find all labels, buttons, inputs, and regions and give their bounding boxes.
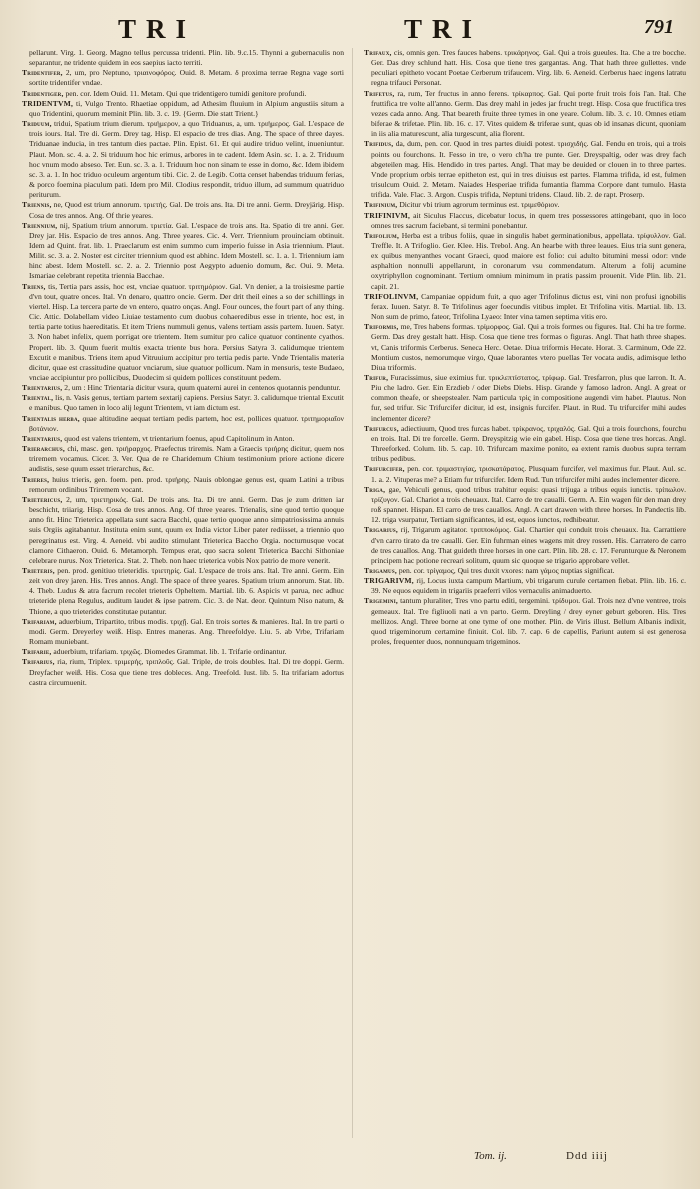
- entry-lemma: Trifetus,: [364, 88, 395, 98]
- dictionary-entry: [22, 475, 344, 495]
- dictionary-entry: [364, 464, 686, 484]
- dictionary-entry: [364, 566, 686, 576]
- entry-lemma: Triformis,: [364, 322, 399, 332]
- page-number: 791: [644, 16, 674, 38]
- entry-text: tantum pluraliter, Tres vno partu editi, tergemini. τρίδυμοι. Gal. Trois nez d'vne ventree, trois gemeaux. Ital. Tre figliuoli nati a vn parto. Germ. Dreyling / drey eyner geburt geboren. His. Tres mellizos. Angl. Three borne at one tyme of one mother. Plin. de Viris illust. Bellum Albanis indixit, quod trigeminorum certamine finiuit. Col. lib. 7. cap. 6 de capellis, Pariunt autem si est generosa proles, frequenter duos, nonnunquam trigeminos.: [371, 596, 686, 647]
- entry-lemma: Trierarchus,: [22, 444, 65, 454]
- entry-lemma: Trientarius,: [22, 383, 63, 393]
- dictionary-entry: [22, 200, 344, 220]
- entry-text: gae, Vehiculi genus, quod tribus trahitur equis: quasi trijuga a tribus equis iunctis. τρίπωλον. τρίζυγον. Gal. Chariot a trois cheuaux. Ital. Carro de tre caualli. Germ. A. Ein wagen für den man drey roß spannet. Hispan. El carro de tres cauallos. Angl. A cart drawen with three horses. In Pandectis lib. 12. triga vsurpatur, Tertiam significantes, id est, equos iunctos, redhibeatur.: [371, 484, 686, 525]
- dictionary-entry: [22, 566, 344, 617]
- dictionary-entry: [22, 393, 344, 413]
- entry-lemma: Trieres,: [22, 474, 50, 484]
- entry-lemma: TRIDENTVM,: [22, 98, 74, 108]
- entry-text: pen. prod. genitiuo trieteridis. τριετηρίς. Gal. L'espace de trois ans. Ital. Tre anni. Germ. Ein zeit von drey jaren. His. Tres annos. Angl. The space of three yeares. Spatium trium annorum. Stat. lib. 4. Theb. Ludus & atra facrum recolet trieteris Opheltem. Martial. lib. 6. Aspicis vt parua, nec adhuc trieteride plena Regulus, auditum laudet & ipse patrem. Cic. 3. de Nat. deor. Quintum Niso natum, & Thione, a quo trieterides constitutae putantur.: [29, 565, 344, 616]
- entry-text: ne, Quod est trium annorum. τριετής. Gal. De trois ans. Ita. Di tre anni. Germ. Dreyjärig. Hisp. Cosa de tres annos. Ang. Of thrie yeares.: [29, 200, 344, 220]
- dictionary-entry: [364, 89, 686, 140]
- dictionary-entry: [364, 139, 686, 200]
- entry-text: tridui, Spatium trium dierum. τριήμερον, a quo Triduanus, a, um. τριήμερος. Gal. L'espace de trois iours. Ital. Tre di. Germ. Drey tag. Hisp. El espacio de tres dias. Ang. The space of three dayes. Triduanae inducia, in tres tantum dies pactae. Plin. Epist. 61. Et qui audire triduo velint, inueniuntur. Plaut. Mon. sc. 4. a. 2. Si triduum hoc hic erimus, arbores in te cadent. Idem Asin. sc. 1. a. 2. Triduum hoc vnum modo abseso. Ter. Eun. sc. 3. a. 1. Triduum hoc non sinam te esse in domo, &c. Idem ibidem sc. 3. a. 1. In hoc triduo oculeum argentum tibi. Cic. 2. de Legib. Cotta censet habendas triduum ferias, & porco foemina piaculum pati. Idem pro Mil. Clodius respondit, triduo illum, ad summum quatriduo periturum.: [29, 119, 344, 200]
- entry-text: Herba est a tribus foliis, quae in singulis habet germinationibus, appellata. τρίφυλλον. Gal. Treffle. It. A Trifoglio. Ger. Klee. His. Trebol. Ang. An hearbe with three leaues. Eius tria sunt genera, ex quibus menyanthes vocant Graeci, quod maiore est folio: cui adulto bitumini messi odor: vnde asphaltion nonnulli appellarunt, in coronarum vsu commendatum. Alterum a folij acumine oxytriphyllon cognominant. Tertium omnium minimum in pratis passim prouenit. Vide Plin. lib. 21. capit. 21.: [371, 230, 686, 291]
- right-column: [364, 48, 686, 1140]
- entry-text: chi, masc. gen. τριήραρχος. Praefectus triremis. Nam a Graecis τριήρης dicitur, quem nos triremem vocamus. Cicer. 3. Ver. Qua de re Charidemum Chium testimonium priore actione dicere audistis, sese quum esset trierarchus, &c.: [29, 444, 344, 474]
- entry-lemma: Trietericus,: [22, 494, 63, 504]
- entry-text: ait Siculus Flaccus, dicebatur locus, in quem tres possessores attingebant, quo in loco omnes tres sacrum faciebant, si termini ponebantur.: [371, 210, 686, 230]
- entry-text: 2, um : Hinc Trientaria dicitur vsura, quum quaterni aurei in centenos quotannis penduntur.: [64, 383, 341, 393]
- running-head-left: TRI: [118, 14, 197, 44]
- dictionary-entry: [22, 657, 344, 687]
- entry-text: ria, rium, Triplex. τριμερής, τριπλοῦς. Gal. Triple, de trois doubles. Ital. Di tre doppi. Germ. Dreyfacher weiß. His. Cosa que tiene tres dobleces. Ang. Treefold. Iust. lib. 5. Ita trifariam adortus castra circumuenit.: [29, 657, 344, 687]
- dictionary-entry: [22, 282, 344, 384]
- entry-text: me, Tres habens formas. τρίμορφος. Gal. Qui a trois formes ou figures. Ital. Chi ha tre forme. Germ. Das drey gestalt hatt. Hisp. Cosa que tiene tres formas o figuras. Angl. That hath three shapes. vt, Canis triformis Cerberus. Seneca Herc. Oetae. Diua triformis Hecate. Horat. 3. Carminum, Ode 22. Montium custos, nemorumque virgo, Quae laborantes vtero puellas Ter vocata audis, adimisque letho Diua triformis.: [371, 322, 686, 372]
- dictionary-entry: [364, 596, 686, 647]
- entry-text: tis, Tertia pars assis, hoc est, vnciae quatuor. τριτημόριον. Gal. Vn denier, a la troisiesme partie d'vn tout, quatre onces. Ital. Vn denaro, quattro oncie. Germ. Der drit theil eines a so der schillings in viertel. Hisp. La tercera parte de vn entero, quatro onças. Angl. Four ounces, the fourt part of any thing. Cic. Attic. Dolabellam video Liuiae testamento cum duobus cohaeredibus esse in triente, hoc est, in tertia parte totius haereditatis. Et item Triens nummuli genus, valens tertiam assis partem. Iuuen. Satyr. 3. Non habet infelix, quem porrigat ore trientem. Item sumitur pro calice quatuor continente cyathos. Propert. lib. 3. Quum fuerit multis exacta triente bus hora. Persius Satyra 3. calidumque trientem Excutit e manibus. Triens item apud Vitruuium accipitur pro tertia pedis parte. Vnde Trientalis materia dicitur, quae est crassitudine quatuor vnciarum, siue quatuor pollicum. Nam in mensuris, teste Budaeo, vnciae accipiuntur pro pollicibus, Duodecim si quidem pollices constituunt pedem.: [29, 281, 344, 382]
- entry-text: aduerbium, trifariam. τριχῶς. Diomedes Grammat. lib. 1. Trifarie ordinantur.: [53, 647, 287, 657]
- entry-lemma: Trifaux,: [364, 48, 392, 57]
- dictionary-entry: [364, 322, 686, 373]
- entry-text: Furacissimus, siue eximius fur. τρικλεπτίστατος, τρίφωρ. Gal. Tresfarron, plus que larron. It. A. Piu che ladro. Ger. Ein Erzdieb / oder Diebs Diebs. Hisp. Grande y famoso ladron. Angl. A great or common theafe, or sheepstealer. Nam particula τρὶς in compositione augendi vim habet. Plautus. Non fur, sed trifur. Sic Trifurcifer dicitur, id est, insignis furcifer. Plaut. in Rud. Tu trifurcifer mihi audes inclementer dicere?: [371, 373, 686, 423]
- entry-text: quae altitudine aequat tertiam pedis partem, hoc est, pollices quatuor. τριτημοριαῖον βοτάνιον.: [29, 413, 344, 433]
- entry-lemma: Trifurcus,: [364, 423, 399, 433]
- column-divider: [352, 48, 353, 1138]
- entry-text: huius trieris, gen. foem. pen. prod. τριήρης. Nauis oblongae genus est, quam Latini a tribus remorum ordinibus Triremem vocant.: [29, 474, 344, 494]
- entry-lemma: Trientalis herba,: [22, 413, 80, 423]
- entry-lemma: Triduum,: [22, 119, 52, 129]
- dictionary-entry: [22, 68, 344, 88]
- dictionary-entry: [364, 292, 686, 322]
- entry-lemma: TRIGARIVM,: [364, 576, 414, 586]
- entry-text: Dicitur vbi trium agrorum terminus est. τριμεθόριον.: [399, 200, 560, 210]
- entry-text: 2, um, τριετηρικός. Gal. De trois ans. Ita. Di tre anni. Germ. Das je zum dritten iar beschicht, triiarig. Hisp. Cosa de tres annos. Ang. Of three yeares. Trienalis, sine quod tertio quoque anno fit. Hinc Trieterica appellata sunt sacra Bacchi, quae tertio quoque anno simpatriosissima annuis suis Orgiis agitabantur. Instituta enim sunt, quum ex India victor Liber pater rediisset, a triennio quo peregrinatus est. Virg. 4. Aeneid. vbi audito stimulant Trieterica Baccho Orgia. nocturnusque vocat clamore Cithaeron. Ouid. 6. Metamorph. Tempus erat, quo sacra solent Trieterica Bacchi Sithoniae celebrare nurus. Nox Trieterica. Stat. 2. Theb. non haec trieterica vobis Nox patrio de more venerit.: [29, 494, 344, 565]
- dictionary-entry: [22, 617, 344, 647]
- entry-lemma: Trifinium,: [364, 200, 398, 210]
- entry-text: rij, Trigarum agitator. τριπποκόμος. Gal. Chartier qui conduit trois cheuaux. Ita. Carrattiere d'vn carro tirato da tre caualli. Ger. Ein fuhrman eines wagens mit drey rossen. His. Carratero de carro de tres cauallos. Ang. That guideth three horses in one cart. Plin. lib. 28. c. 17. Ferunturque & Neronem principem hac potione recreari solitum, quum sic quoque se trigario approbare vellet.: [371, 525, 686, 565]
- entry-text: ti, Vulgo Trento. Rhaetiae oppidum, ad Athesim fluuium in Alpium angustiis situm a quo Tridentini, quorum meminit Plin. lib. 3. c. 19. {Germ. Die statt Trient.}: [29, 98, 344, 118]
- entry-lemma: Tridentiger,: [22, 88, 64, 98]
- entry-text: pen. cor. Idem Ouid. 11. Metam. Qui que tridentigero tumidi genitore profundi.: [65, 88, 307, 98]
- entry-text: aduerbium, Tripartito, tribus modis. τριχῇ. Gal. En trois sortes & manieres. Ital. In tre parti o modi. Germ. Dreyerley weiß. Hisp. Entres maneras. Ang. Threefoldye. Liu. 5. ab Vrbe, Trifariam Romam muniebant.: [29, 616, 344, 647]
- dictionary-entry: [22, 647, 344, 657]
- entry-lemma: Trigarius,: [364, 525, 398, 535]
- entry-text: pen. cor. τρίγαμος, Qui tres duxit vxores: nam γάμος nuptias significat.: [398, 565, 615, 575]
- entry-text: pen. cor. τριμαστιγίας, τρισκατάρατος. Plusquam furcifer, vel maximus fur. Plaut. Aul. sc. 1. a. 2. Vituperas me? a Etiam fur trifurcifer. Idem Rud. Tun trifurcifer mihi audes inclementer dicere.: [371, 464, 686, 484]
- dictionary-entry: [22, 48, 344, 68]
- dictionary-entry: [22, 383, 344, 393]
- entry-lemma: Trientarius,: [22, 433, 63, 443]
- entry-lemma: Triennium,: [22, 220, 58, 230]
- entry-lemma: Trigemini,: [364, 596, 398, 606]
- left-column: [22, 48, 344, 1140]
- dictionary-entry: [22, 89, 344, 99]
- dictionary-entry: [22, 444, 344, 474]
- dictionary-entry: [364, 200, 686, 210]
- dictionary-entry: [364, 231, 686, 292]
- entry-text: pellarunt. Virg. 1. Georg. Magno tellus percussa tridenti. Plin. lib. 9.c.15. Thynni a gubernaculis non separantur, ne tridente quidem in eos saepius iacto territi.: [29, 48, 344, 68]
- running-head-right: TRI: [404, 14, 483, 44]
- footer-signature: Ddd iiij: [566, 1150, 608, 1162]
- entry-lemma: Trifolium,: [364, 230, 400, 240]
- dictionary-entry: [22, 434, 344, 444]
- dictionary-entry: [364, 424, 686, 465]
- entry-text: cis, omnis gen. Tres fauces habens. τρικάρηνος. Gal. Qui a trois gueules. Ita. Che a tre bocche. Ger. Das drey schlund hatt. His. Cosa que tiene tres gargantas. Ang. That hath three gullettes. vnde peculiari epitheto vocant Poetae Cerberum trifaucem. Virg. lib. 6. Aeneid. Cerberus haec ingens latratu regna trifauci Personat.: [371, 48, 686, 88]
- entry-text: ra, rum, Ter fructus in anno ferens. τρίκαρπος. Gal. Qui porte fruit trois fois l'an. Ital. Che fruttifica tre volte all'anno. Germ. Das drey mahl in jedes jar frucht tregt. Hisp. Cosa que fructifica tres vezes cada anno. Ang. That beareth fruite three tymes in one yeare. Colum. lib. 3. c. 10. Omnes etiam biferae & trifetae. Plin. lib. 16. c. 17. Vites quidem & triferae sunt, quas ob id insanas dicunt, quoniam in iis alia maturescunt, alia turgescunt, alia florent.: [371, 88, 686, 139]
- entry-text: da, dum, pen. cor. Quod in tres partes diuidi potest. τρισχιδής. Gal. Fendu en trois, qui a trois points ou fourchons. It. Fesso in tre, o vero ch'ha tre punte. Ger. Dreyspaltig, oder was drey fach abgeteilen mag. His. Hendido in tres partes. Angl. That may be deuided or clouen in to three partes. Vnde proprium orbis terrae epitheton est, qui in tres diuisus est partes. Flamma trifida, id est, fulmen trisulcum Ouid. 2. Metam. Naiades Hesperiae trifida fumantia flamma Corpore dant tumulo. Hasta trifida. Vale. Flac. 3. Argon. Cuspis trifida, Neptuni tridens. Claud. lib. 2. de rapt. Proserp.: [371, 139, 686, 200]
- entry-text: Campaniae oppidum fuit, a quo ager Trifolinus dictus est, vini non profusi ignobilis ferax. Iuuen. Satyr. 8. Te Trifolinus ager foecundis vitibus implet. Et Trifolina vitis. Martial. lib. 13. Non sum de primo, fateor, Trifolina Lyaeo: Inter vina tamen septima vitis ero.: [371, 291, 686, 322]
- entry-text: lis, n. Vasis genus, tertiam partem sextarij capiens. Persius Satyr. 3. calidumque triental Excutit e manibus. Quo tamen in loco alij legunt Trientem, vt iam dictum est.: [29, 393, 344, 413]
- entry-lemma: Trifidus,: [364, 139, 394, 149]
- entry-lemma: Trigamus,: [364, 565, 397, 575]
- entry-text: rij, Locus iuxta campum Martium, vbi trigarum curule certamen fiebat. Plin. lib. 16. c. 39. Ne equos equidem in trigariis praeferri vilos vernaculis animaduerto.: [371, 576, 686, 596]
- entry-lemma: Tridentifer,: [22, 68, 63, 78]
- footer-tome: Tom. ij.: [474, 1150, 507, 1162]
- entry-lemma: Triental,: [22, 393, 54, 403]
- dictionary-entry: [22, 221, 344, 282]
- entry-lemma: Triennis,: [22, 200, 52, 210]
- dictionary-entry: [364, 373, 686, 424]
- entry-lemma: TRIFOLINVM,: [364, 291, 419, 301]
- entry-text: nij, Spatium trium annorum. τριετία. Gal. L'espace de trois ans. Ita. Spatio di tre anni. Ger. Drey jar. His. Espacio de tres annos. Ang. Three yeares. Cic. 4. Verr. Triennium prouinciam obtinuit. Idem ad Quint. frat. lib. 1. Praeclarum est enim summo cum imperio fuisse in Asia triennium. Plaut. Milit. sc. 3. a. 2. Noster est circiter triennium quod est abhinc. Idem Mostell. sc. 1. a. 1. Triennium iam hinc abest. Idem Mostell. sc. 2. a. 2. Triennio post Aegypto aduenio domum, &c. Oui. 9. Meta. Ismariae celebrant repetita triennia Bacchae.: [29, 220, 344, 281]
- dictionary-entry: [364, 485, 686, 526]
- dictionary-entry: [22, 495, 344, 566]
- dictionary-entry: [22, 99, 344, 119]
- entry-text: 2, um, pro Neptuno, τριαινοφόρος. Ouid. 8. Metam. δ proxima terrae Regna vage sorti sortite tridentifer vndae.: [29, 68, 344, 88]
- dictionary-entry: [364, 48, 686, 89]
- entry-lemma: Trieteris,: [22, 565, 55, 575]
- entry-lemma: Trifur,: [364, 373, 389, 382]
- dictionary-entry: [22, 414, 344, 434]
- entry-lemma: Trifurcifer,: [364, 464, 405, 474]
- entry-lemma: Trifariam,: [22, 616, 57, 626]
- entry-text: quod est valens trientem, vt trientarium foenus, apud Capitolinum in Anton.: [64, 433, 295, 443]
- entry-lemma: Triens,: [22, 281, 46, 291]
- dictionary-entry: [364, 211, 686, 231]
- dictionary-entry: [364, 525, 686, 566]
- entry-lemma: Trifarius,: [22, 657, 55, 667]
- entry-lemma: Trifarie,: [22, 647, 52, 657]
- dictionary-entry: [364, 576, 686, 596]
- entry-lemma: Triga,: [364, 484, 386, 494]
- entry-lemma: TRIFINIVM,: [364, 210, 411, 220]
- entry-text: adiectiuum, Quod tres furcas habet. τρίκρανος, τριχαλός. Gal. Qui a trois fourchons, fourchu en trois. Ital. Di tre forcelle. Germ. Dreyspitzig wie ein gabel. Hisp. Cosa que tiene tres horcas. Angl. Threeforked. Colum. lib. 5. cap. 10. Trifurcam maxime ponito, ea extent ramis duobus supra terram tribus pedibus.: [371, 423, 686, 464]
- dictionary-entry: [22, 119, 344, 200]
